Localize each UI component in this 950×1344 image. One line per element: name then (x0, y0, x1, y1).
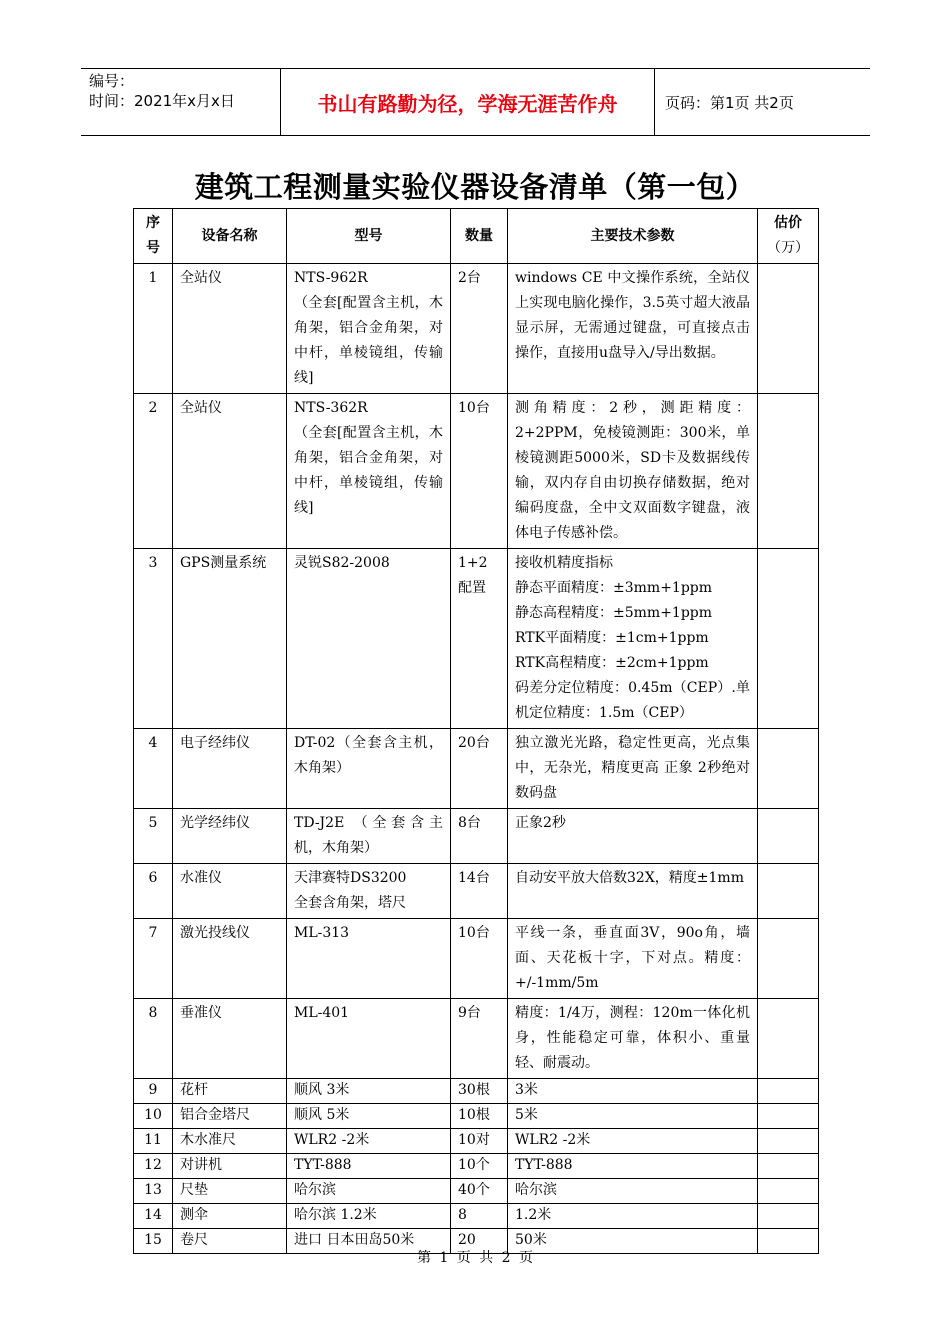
cell-spec: windows CE 中文操作系统，全站仪上实现电脑化操作，3.5英寸超大液晶显示屏，无需通过键盘，可直接点击操作，直接用u盘导入/导出数据。 (508, 264, 758, 394)
cell-qty: 10台 (451, 919, 508, 999)
cell-price (758, 1079, 819, 1104)
cell-model: 顺风 3米 (287, 1079, 451, 1104)
cell-model: TD-J2E （全套含主机，木角架） (287, 809, 451, 864)
header-qty: 数量 (451, 209, 508, 264)
cell-spec: 独立激光光路，稳定性更高，光点集中，无杂光，精度更高 正象 2秒绝对数码盘 (508, 729, 758, 809)
cell-seq: 13 (134, 1179, 173, 1204)
cell-seq: 5 (134, 809, 173, 864)
cell-spec: 平线一条，垂直面3V，90o角，墙面、天花板十字，下对点。精度：+/-1mm/5m (508, 919, 758, 999)
cell-spec: TYT-888 (508, 1154, 758, 1179)
cell-price (758, 729, 819, 809)
cell-model: 哈尔滨 (287, 1179, 451, 1204)
number-label: 编号： (89, 72, 135, 90)
table-row (134, 1154, 819, 1179)
cell-model: DT-02（全套含主机，木角架） (287, 729, 451, 809)
cell-spec: 哈尔滨 (508, 1179, 758, 1204)
cell-model: 灵锐S82-2008 (287, 549, 451, 729)
cell-spec: 接收机精度指标 静态平面精度：±3mm+1ppm 静态高程精度：±5mm+1ppm RTK平面精度：±1cm+1ppm RTK高程精度：±2cm+1ppm 码差分定位精度：0.45m（CEP）.单机定位精度：1.5m（CEP） (508, 549, 758, 729)
cell-model: 天津赛特DS3200 全套含角架，塔尺 (287, 864, 451, 919)
header-spec: 主要技术参数 (508, 209, 758, 264)
cell-price (758, 1104, 819, 1129)
cell-name: 激光投线仪 (173, 919, 287, 999)
header-model: 型号 (287, 209, 451, 264)
cell-name: 全站仪 (173, 394, 287, 549)
cell-qty: 20台 (451, 729, 508, 809)
page-header (81, 68, 870, 136)
table-row (134, 809, 819, 864)
cell-spec: 测角精度：2秒，测距精度：2+2PPM，免棱镜测距：300米，单棱镜测距5000米，SD卡及数据线传输，双内存自由切换存储数据，绝对编码度盘，全中文双面数字键盘，液体电子传感补偿。 (508, 394, 758, 549)
cell-qty: 9台 (451, 999, 508, 1079)
cell-qty: 2台 (451, 264, 508, 394)
cell-qty: 14台 (451, 864, 508, 919)
table-row (134, 1204, 819, 1229)
cell-spec: 正象2秒 (508, 809, 758, 864)
cell-model: TYT-888 (287, 1154, 451, 1179)
cell-price (758, 999, 819, 1079)
table-row (134, 1104, 819, 1129)
header-meta (81, 69, 281, 135)
cell-name: 光学经纬仪 (173, 809, 287, 864)
table-header-row (134, 209, 819, 264)
document-title: 建筑工程测量实验仪器设备清单（第一包） (194, 170, 756, 204)
cell-model: 哈尔滨 1.2米 (287, 1204, 451, 1229)
header-seq: 序 号 (134, 209, 173, 264)
cell-model: ML-401 (287, 999, 451, 1079)
cell-model: 进口 日本田岛50米 (287, 1229, 451, 1254)
cell-seq: 1 (134, 264, 173, 394)
cell-spec: 50米 (508, 1229, 758, 1254)
cell-name: 木水准尺 (173, 1129, 287, 1154)
cell-price (758, 1154, 819, 1179)
table-row (134, 549, 819, 729)
cell-price (758, 919, 819, 999)
cell-name: 对讲机 (173, 1154, 287, 1179)
cell-price (758, 809, 819, 864)
cell-qty: 10台 (451, 394, 508, 549)
cell-spec: 自动安平放大倍数32X，精度±1mm (508, 864, 758, 919)
header-name: 设备名称 (173, 209, 287, 264)
cell-price (758, 1204, 819, 1229)
cell-price (758, 864, 819, 919)
cell-name: 电子经纬仪 (173, 729, 287, 809)
time-label: 时间：2021年x月x日 (89, 92, 235, 110)
cell-price (758, 1129, 819, 1154)
cell-seq: 6 (134, 864, 173, 919)
cell-qty: 30根 (451, 1079, 508, 1104)
cell-seq: 14 (134, 1204, 173, 1229)
cell-qty: 10根 (451, 1104, 508, 1129)
page-footer: 第 1 页 共 2 页 (416, 1250, 534, 1266)
cell-seq: 4 (134, 729, 173, 809)
cell-price (758, 1179, 819, 1204)
cell-seq: 11 (134, 1129, 173, 1154)
header-price-label: 估价 (774, 215, 802, 231)
cell-price (758, 394, 819, 549)
cell-seq: 8 (134, 999, 173, 1079)
table-row (134, 999, 819, 1079)
cell-qty: 40个 (451, 1179, 508, 1204)
cell-seq: 9 (134, 1079, 173, 1104)
cell-name: 尺垫 (173, 1179, 287, 1204)
cell-seq: 2 (134, 394, 173, 549)
header-page-code: 页码：第1页 共2页 (665, 93, 794, 112)
cell-qty: 20 (451, 1229, 508, 1254)
table-row (134, 1129, 819, 1154)
cell-model: NTS-362R （全套[配置含主机，木角架，铝合金角架，对中杆，单棱镜组，传输线] (287, 394, 451, 549)
cell-name: 测伞 (173, 1204, 287, 1229)
cell-model: WLR2 -2米 (287, 1129, 451, 1154)
cell-model: NTS-962R （全套[配置含主机，木角架，铝合金角架，对中杆，单棱镜组，传输线] (287, 264, 451, 394)
cell-name: GPS测量系统 (173, 549, 287, 729)
cell-name: 铝合金塔尺 (173, 1104, 287, 1129)
table-row (134, 864, 819, 919)
cell-spec: WLR2 -2米 (508, 1129, 758, 1154)
table-row (134, 1079, 819, 1104)
cell-price (758, 264, 819, 394)
cell-spec: 3米 (508, 1079, 758, 1104)
header-price-unit: （万） (767, 240, 809, 256)
cell-qty: 8 (451, 1204, 508, 1229)
cell-price (758, 549, 819, 729)
cell-spec: 5米 (508, 1104, 758, 1129)
cell-seq: 10 (134, 1104, 173, 1129)
cell-name: 花杆 (173, 1079, 287, 1104)
table-row (134, 394, 819, 549)
cell-seq: 15 (134, 1229, 173, 1254)
equipment-table (133, 208, 819, 1254)
cell-model: ML-313 (287, 919, 451, 999)
table-row (134, 1179, 819, 1204)
table-row (134, 919, 819, 999)
cell-seq: 12 (134, 1154, 173, 1179)
table-row (134, 729, 819, 809)
cell-model: 顺风 5米 (287, 1104, 451, 1129)
cell-name: 全站仪 (173, 264, 287, 394)
cell-spec: 精度：1/4万，测程：120m一体化机身，性能稳定可靠，体积小、重量轻、耐震动。 (508, 999, 758, 1079)
cell-name: 卷尺 (173, 1229, 287, 1254)
cell-qty: 10对 (451, 1129, 508, 1154)
table-row (134, 264, 819, 394)
table-body (134, 264, 819, 1254)
cell-qty: 1+2 配置 (451, 549, 508, 729)
header-price (758, 209, 819, 264)
cell-qty: 10个 (451, 1154, 508, 1179)
cell-seq: 3 (134, 549, 173, 729)
cell-qty: 8台 (451, 809, 508, 864)
cell-name: 垂准仪 (173, 999, 287, 1079)
header-motto: 书山有路勤为径，学海无涯苦作舟 (281, 69, 655, 135)
cell-spec: 1.2米 (508, 1204, 758, 1229)
cell-name: 水准仪 (173, 864, 287, 919)
cell-seq: 7 (134, 919, 173, 999)
